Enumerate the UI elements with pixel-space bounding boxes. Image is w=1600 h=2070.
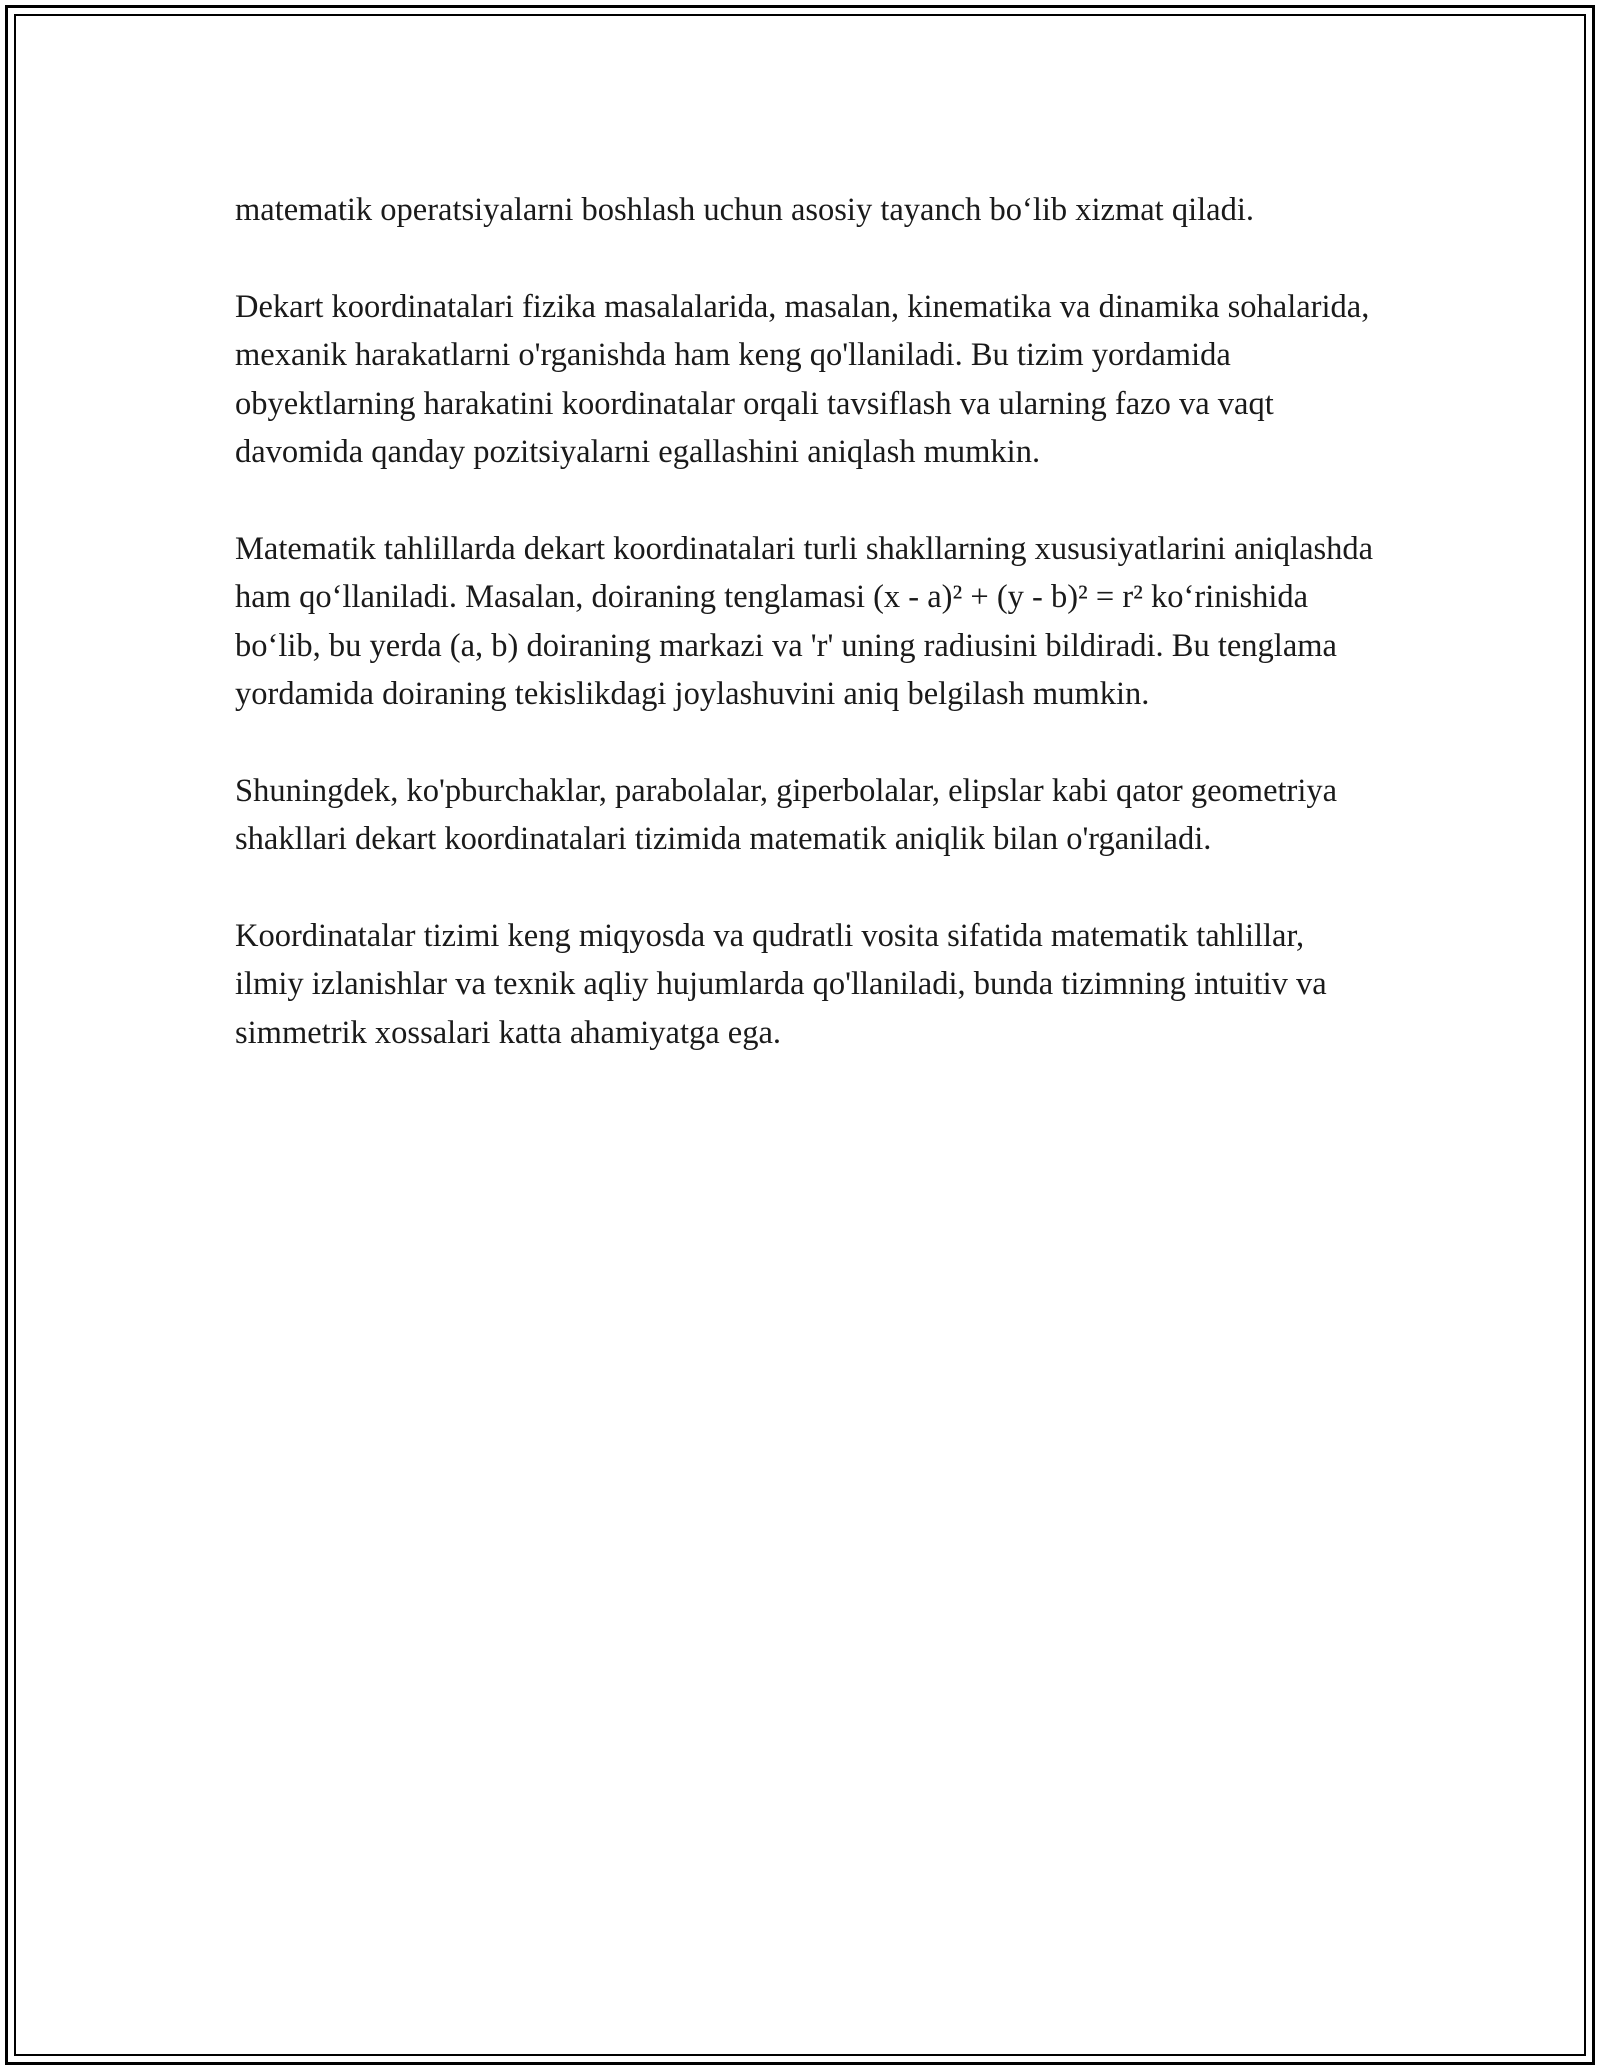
- paragraph-3: Matematik tahlillarda dekart koordinatalari turli shakllarning xususiyatlarini aniqlashda ham qo‘llaniladi. Masalan, doiraning tenglamasi (x - a)² + (y - b)² = r² ko‘rinishida bo‘lib, bu yerda (a, b) doiraning markazi va 'r' uning radiusini bildiradi. Bu tenglama yordamida doiraning tekislikdagi joylashuvini aniq belgilash mumkin.: [235, 530, 1374, 713]
- paragraph-2: Dekart koordinatalari fizika masalalarida, masalan, kinematika va dinamika sohalarida, mexanik harakatlarni o'rganishda ham keng qo'llaniladi. Bu tizim yordamida obyektlarning harakatini koordinatalar orqali tavsiflash va ularning fazo va vaqt davomida qanday pozitsiyalarni egallashini aniqlash mumkin.: [235, 288, 1370, 471]
- paragraph-4: Shuningdek, ko'pburchaklar, parabolalar, giperbolalar, elipslar kabi qator geometriya shakllari dekart koordinatalari tizimida matematik aniqlik bilan o'rganiladi.: [235, 772, 1338, 858]
- paragraph-5: Koordinatalar tizimi keng miqyosda va qudratli vosita sifatida matematik tahlillar, ilmiy izlanishlar va texnik aqliy hujumlarda qo'llaniladi, bunda tizimning intuitiv va simmetrik xossalari katta ahamiyatga ega.: [235, 918, 1327, 1051]
- document-body: [235, 186, 1375, 1106]
- paragraph-1: matematik operatsiyalarni boshlash uchun asosiy tayanch bo‘lib xizmat qiladi.: [235, 192, 1254, 228]
